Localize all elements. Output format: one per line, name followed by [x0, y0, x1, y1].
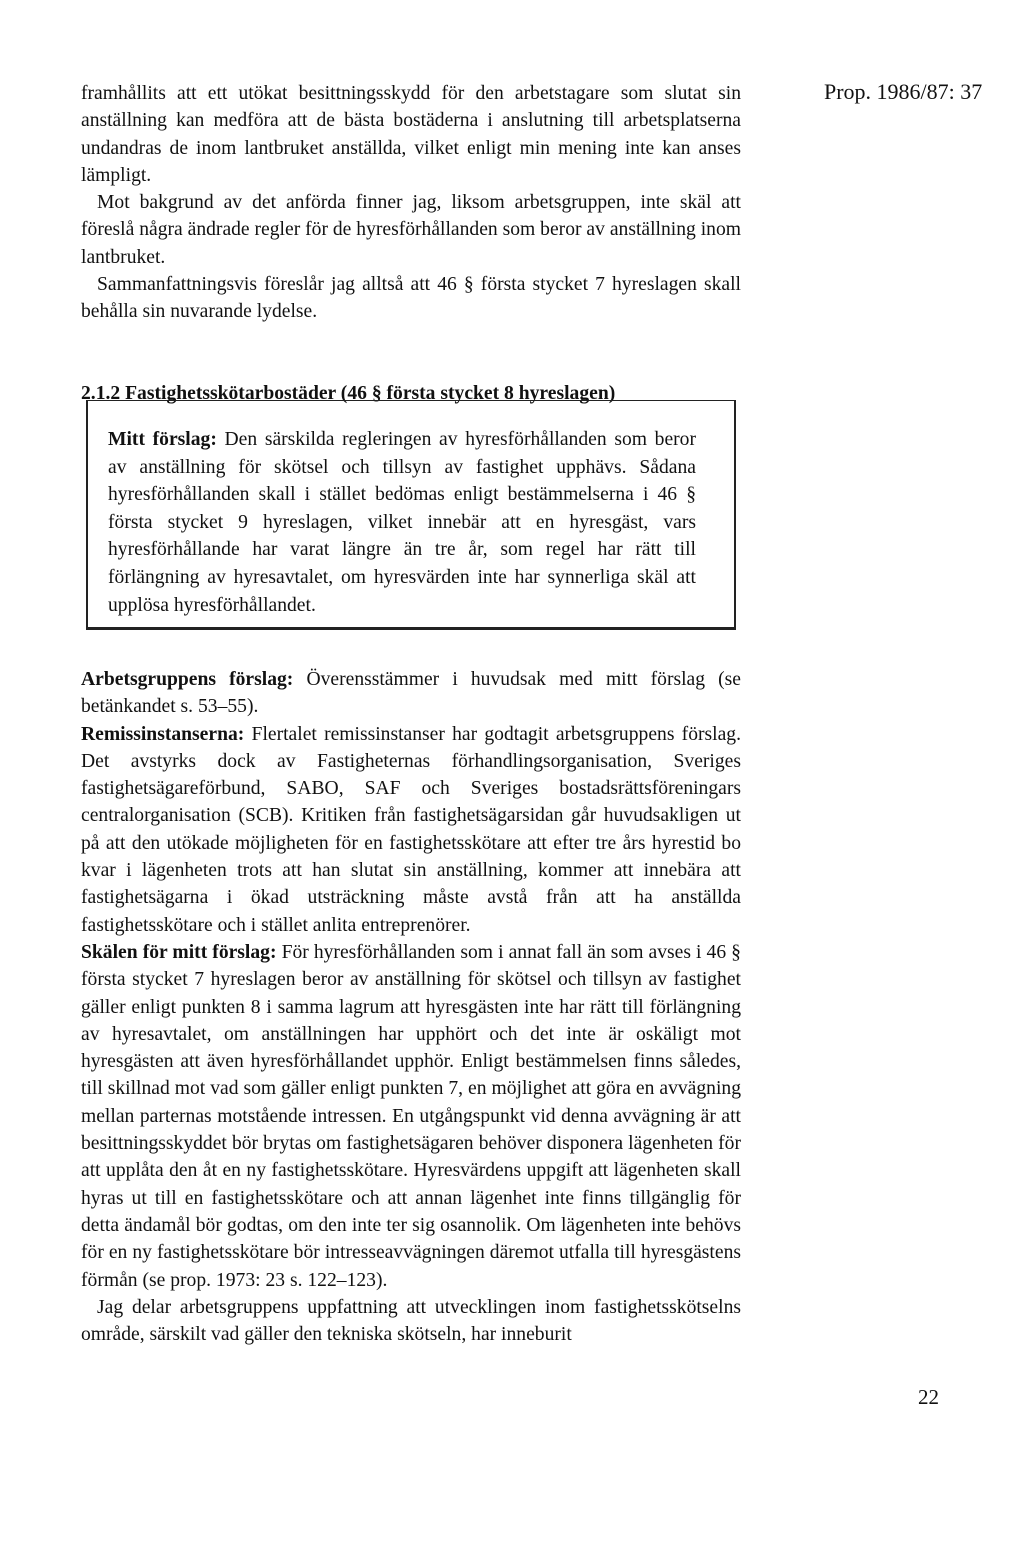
paragraph-conclusion: Jag delar arbetsgruppens uppfattning att utvecklingen inom fastighetsskötselns område, särskilt vad gäller den tekniska skötseln, har inneburit	[81, 1296, 741, 1346]
proposal-label: Mitt förslag:	[108, 429, 217, 450]
paragraph-referral-bodies	[81, 721, 741, 939]
paragraph-continuation: framhållits att ett utökat besittningsskydd för den arbetstagare som slutat sin anställning kan medföra att de bästa bostäderna i anslutning till arbetsplatserna undandras de inom lantbruket anställda, vilket enligt min mening inte kan anses lämpligt.	[81, 83, 741, 186]
paragraph-summary: Sammanfattningsvis föreslår jag alltså att 46 § första stycket 7 hyreslagen skall behålla sin nuvarande lydelse.	[81, 274, 741, 323]
section-heading: 2.1.2 Fastighetsskötarbostäder (46 § första stycket 8 hyreslagen)	[81, 383, 616, 404]
paragraph-reasons	[81, 939, 741, 1294]
referral-bodies-label: Remissinstanserna:	[81, 723, 245, 745]
body-text-block	[81, 666, 741, 1348]
reasons-label: Skälen för mitt förslag:	[81, 941, 277, 963]
proposal-box	[86, 400, 736, 630]
paragraph-background: Mot bakgrund av det anförda finner jag, liksom arbetsgruppen, inte skäl att föreslå några ändrade regler för de hyresförhållanden som beror av anställning inom lantbruket.	[81, 192, 741, 268]
paragraph-working-group	[81, 666, 741, 721]
reasons-text: För hyresförhållanden som i annat fall än som avses i 46 § första stycket 7 hyreslagen beror av anställning för skötsel och tillsyn av fastighet gäller enligt punkten 8 i samma lagrum att hyresgästen inte har rätt till förlängning av hyresavtalet, om anställningen har upphört och det inte är oskäligt mot hyresgästen att även hyresförhållandet upphör. Enligt bestämmelsen finns således, till skillnad mot vad som gäller enligt punkten 7, en möjlighet att göra en avvägning mellan parternas motstående intressen. En utgångspunkt vid denna avvägning är att besittningsskyddet bör brytas om fastighetsägaren behöver disponera lägenheten för att upplåta den åt en ny fastighetsskötare. Hyresvärdens uppgift att lägenheten skall hyras ut till en fastighetsskötare och att annan lägenhet inte finns tillgänglig för detta ändamål bör godtas, om den inte ter sig osannolik. Om lägenheten inte behövs för en ny fastighetsskötare bör intresseavvägningen däremot utfalla till hyresgästens förmån (se prop. 1973: 23 s. 122–123).	[81, 941, 741, 1291]
top-text-block	[81, 80, 741, 326]
proposal-box-text	[108, 426, 696, 619]
page-number: 22	[918, 1385, 939, 1409]
working-group-label: Arbetsgruppens förslag:	[81, 669, 294, 690]
proposal-content: Den särskilda regleringen av hyresförhållanden som beror av anställning för skötsel och tillsyn av fastighet upphävs. Sådana hyresförhållanden skall i stället bedömas enligt bestämmelserna i 46 § första stycket 9 hyreslagen, vilket innebär att en hyresgäst, vars hyresförhållande har varat längre än tre år, som regel har rätt till förlängning av hyresavtalet, om hyresvärden inte har synnerliga skäl att upplösa hyresförhållandet.	[108, 429, 696, 616]
working-group-text: Överensstämmer i huvudsak med mitt förslag (se betänkandet s. 53–55).	[81, 669, 741, 718]
proposition-reference: Prop. 1986/87: 37	[824, 79, 983, 104]
referral-bodies-text: Flertalet remissinstanser har godtagit arbetsgruppens förslag. Det avstyrks dock av Fastigheternas förhandlingsorganisation, Sveriges fastighetsägareförbund, SABO, SAF och Sveriges bostadsrättsföreningars centralorganisation (SCB). Kritiken från fastighetsägarsidan går huvudsakligen ut på att den utökade möjligheten för en fastighetsskötare att efter tre års hyrestid bo kvar i lägenheten trots att han slutat sin anställning, kommer att innebära att fastighetsägarna i ökad utsträckning måste avstå från att ha anställda fastighetsskötare och i stället anlita entreprenörer.	[81, 723, 741, 936]
